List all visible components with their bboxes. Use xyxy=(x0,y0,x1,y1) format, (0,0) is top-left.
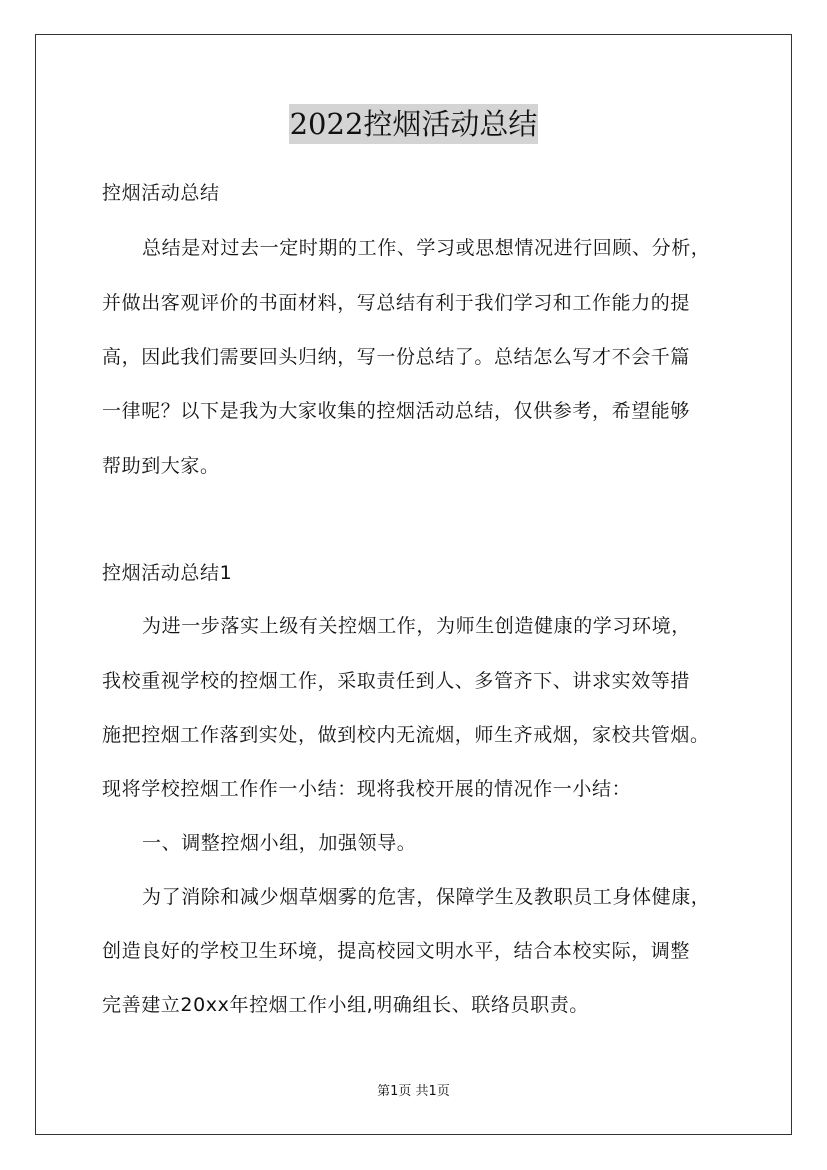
paragraph-line: 并做出客观评价的书面材料，写总结有利于我们学习和工作能力的提 xyxy=(102,292,691,314)
paragraph-line: 为进一步落实上级有关控烟工作，为师生创造健康的学习环境， xyxy=(142,615,691,637)
paragraph-line: 我校重视学校的控烟工作，采取责任到人、多管齐下、讲求实效等措 xyxy=(102,670,691,692)
paragraph-line: 高，因此我们需要回头归纳，写一份总结了。总结怎么写才不会千篇 xyxy=(102,346,691,368)
title-container xyxy=(0,104,827,144)
page-footer: 第1页 共1页 xyxy=(377,1084,450,1099)
document-title: 2022控烟活动总结 xyxy=(289,104,539,144)
paragraph-line: 完善建立20xx年控烟工作小组,明确组长、联络员职责。 xyxy=(102,994,589,1016)
paragraph-line: 创造良好的学校卫生环境，提高校园文明水平，结合本校实际，调整 xyxy=(102,940,691,962)
paragraph-line: 总结是对过去一定时期的工作、学习或思想情况进行回顾、分析， xyxy=(142,237,711,259)
paragraph-line: 为了消除和减少烟草烟雾的危害，保障学生及教职员工身体健康， xyxy=(142,886,711,908)
paragraph-line: 帮助到大家。 xyxy=(102,455,220,477)
section-heading: 控烟活动总结 xyxy=(102,182,220,204)
paragraph-line: 施把控烟工作落到实处，做到校内无流烟，师生齐戒烟，家校共管烟。 xyxy=(102,724,710,746)
paragraph-line: 现将学校控烟工作作一小结：现将我校开展的情况作一小结： xyxy=(102,778,632,800)
subheading-line: 一、调整控烟小组，加强领导。 xyxy=(142,832,417,854)
section-heading: 控烟活动总结1 xyxy=(102,562,233,584)
paragraph-line: 一律呢？以下是我为大家收集的控烟活动总结，仅供参考，希望能够 xyxy=(102,400,691,422)
